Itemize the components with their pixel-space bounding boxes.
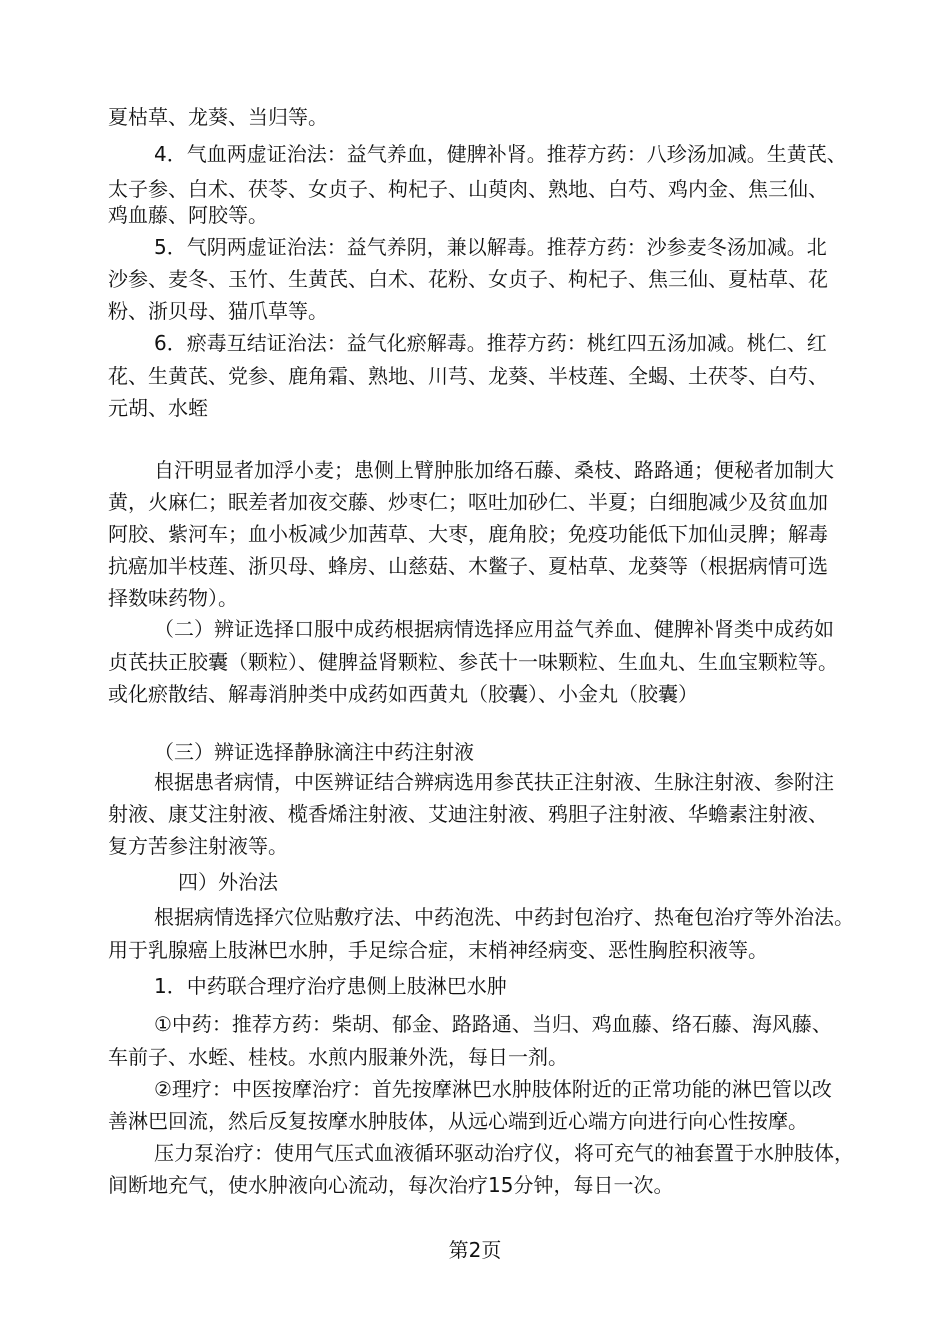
text-line: 压力泵治疗：使用气压式血液循环驱动治疗仪，将可充气的袖套置于水肿肢体， — [154, 1141, 854, 1165]
page-number: 第2页 — [448, 1238, 502, 1262]
text-line: 车前子、水蛭、桂枝。水煎内服兼外洗，每日一剂。 — [108, 1045, 568, 1069]
text-line: 太子参、白术、茯苓、女贞子、枸杞子、山萸肉、熟地、白芍、鸡内金、焦三仙、 — [108, 177, 828, 201]
text-line: 沙参、麦冬、玉竹、生黄芪、白术、花粉、女贞子、枸杞子、焦三仙、夏枯草、花 — [108, 267, 828, 291]
text-line: 间断地充气，使水肿液向心流动，每次治疗15分钟，每日一次。 — [108, 1173, 674, 1197]
text-line: 复方苦参注射液等。 — [108, 834, 288, 858]
text-line: 贞芪扶正胶囊（颗粒）、健脾益肾颗粒、参芪十一味颗粒、生血丸、生血宝颗粒等。 — [108, 650, 838, 674]
text-line: 射液、康艾注射液、榄香烯注射液、艾迪注射液、鸦胆子注射液、华蟾素注射液、 — [108, 802, 828, 826]
text-line: 4．气血两虚证治法：益气养血，健脾补肾。推荐方药：八珍汤加减。生黄芪、 — [154, 142, 847, 166]
text-line: 阿胶、紫河车；血小板减少加茜草、大枣，鹿角胶；免疫功能低下加仙灵脾；解毒 — [108, 522, 828, 546]
section-heading: （三）辨证选择静脉滴注中药注射液 — [154, 740, 474, 764]
text-line: 根据病情选择穴位贴敷疗法、中药泡洗、中药封包治疗、热奄包治疗等外治法。 — [154, 905, 854, 929]
subsection-heading: 1．中药联合理疗治疗患侧上肢淋巴水肿 — [154, 974, 507, 998]
text-line: 或化瘀散结、解毒消肿类中成药如西黄丸（胶囊）、小金丸（胶囊） — [108, 682, 698, 706]
text-line: 元胡、水蛭 — [108, 396, 208, 420]
text-line: 花、生黄芪、党参、鹿角霜、熟地、川芎、龙葵、半枝莲、全蝎、土茯苓、白芍、 — [108, 364, 828, 388]
text-line: 粉、浙贝母、猫爪草等。 — [108, 299, 328, 323]
text-line: 黄，火麻仁；眠差者加夜交藤、炒枣仁；呕吐加砂仁、半夏；白细胞减少及贫血加 — [108, 490, 828, 514]
text-line: 自汗明显者加浮小麦；患侧上臂肿胀加络石藤、桑枝、路路通；便秘者加制大 — [154, 458, 834, 482]
text-line: （二）辨证选择口服中成药根据病情选择应用益气养血、健脾补肾类中成药如 — [154, 617, 834, 641]
text-line: 抗癌加半枝莲、浙贝母、蜂房、山慈菇、木鳖子、夏枯草、龙葵等（根据病情可选 — [108, 554, 828, 578]
text-line: 用于乳腺癌上肢淋巴水肿，手足综合症，末梢神经病变、恶性胸腔积液等。 — [108, 938, 768, 962]
text-line: ①中药：推荐方药：柴胡、郁金、路路通、当归、鸡血藤、络石藤、海风藤、 — [154, 1012, 832, 1036]
text-line: 根据患者病情，中医辨证结合辨病选用参芪扶正注射液、生脉注射液、参附注 — [154, 770, 834, 794]
text-line: 夏枯草、龙葵、当归等。 — [108, 105, 328, 129]
text-line: 择数味药物）。 — [108, 586, 238, 610]
text-line: ②理疗：中医按摩治疗：首先按摩淋巴水肿肢体附近的正常功能的淋巴管以改 — [154, 1077, 832, 1101]
text-line: 5．气阴两虚证治法：益气养阴，兼以解毒。推荐方药：沙参麦冬汤加减。北 — [154, 235, 827, 259]
text-line: 6．瘀毒互结证治法：益气化瘀解毒。推荐方药：桃红四五汤加减。桃仁、红 — [154, 331, 827, 355]
text-line: 鸡血藤、阿胶等。 — [108, 203, 268, 227]
section-heading: 四）外治法 — [178, 870, 278, 894]
text-line: 善淋巴回流，然后反复按摩水肿肢体，从远心端到近心端方向进行向心性按摩。 — [108, 1109, 808, 1133]
